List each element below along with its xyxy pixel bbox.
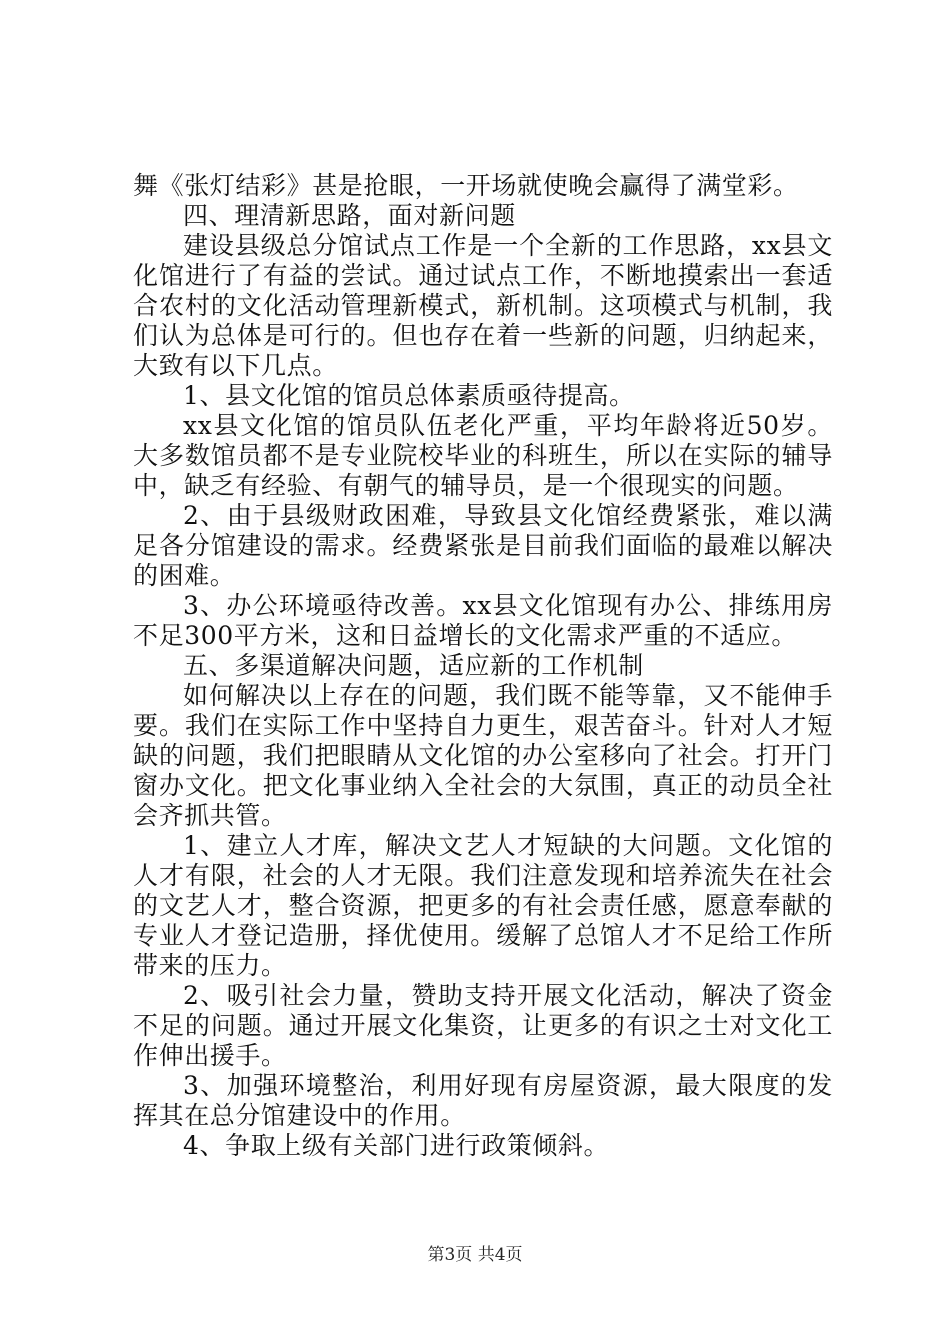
document-body <box>133 171 833 1161</box>
list-item: 4、争取上级有关部门进行政策倾斜。 <box>183 1131 610 1160</box>
paragraph: xx县文化馆的馆员队伍老化严重，平均年龄将近50岁。大多数馆员都不是专业院校毕业的科班生，所以在实际的辅导中，缺乏有经验、有朝气的辅导员，是一个很现实的问题。 <box>133 411 833 500</box>
list-item: 3、办公环境亟待改善。xx县文化馆现有办公、排练用房不足300平方米，这和日益增长的文化需求严重的不适应。 <box>133 591 833 650</box>
paragraph: 如何解决以上存在的问题，我们既不能等靠，又不能伸手要。我们在实际工作中坚持自力更生，艰苦奋斗。针对人才短缺的问题，我们把眼睛从文化馆的办公室移向了社会。打开门窗办文化。把文化事业纳入全社会的大氛围，真正的动员全社会齐抓共管。 <box>133 681 833 830</box>
page-number-footer: 第3页 共4页 <box>427 1245 523 1265</box>
list-item: 3、加强环境整治，利用好现有房屋资源，最大限度的发挥其在总分馆建设中的作用。 <box>133 1071 833 1130</box>
list-item: 2、由于县级财政困难，导致县文化馆经费紧张，难以满足各分馆建设的需求。经费紧张是目前我们面临的最难以解决的困难。 <box>133 501 833 590</box>
section-heading-four: 四、理清新思路，面对新问题 <box>183 201 516 230</box>
list-item: 1、建立人才库，解决文艺人才短缺的大问题。文化馆的人才有限，社会的人才无限。我们注意发现和培养流失在社会的文艺人才，整合资源，把更多的有社会责任感，愿意奉献的专业人才登记造册，择优使用。缓解了总馆人才不足给工作所带来的压力。 <box>133 831 833 980</box>
paragraph-continuation: 舞《张灯结彩》甚是抢眼，一开场就使晚会赢得了满堂彩。 <box>133 171 799 200</box>
section-heading-five: 五、多渠道解决问题，适应新的工作机制 <box>183 651 644 680</box>
paragraph: 建设县级总分馆试点工作是一个全新的工作思路，xx县文化馆进行了有益的尝试。通过试点工作，不断地摸索出一套适合农村的文化活动管理新模式，新机制。这项模式与机制，我们认为总体是可行的。但也存在着一些新的问题，归纳起来，大致有以下几点。 <box>133 231 833 380</box>
list-item: 2、吸引社会力量，赞助支持开展文化活动，解决了资金不足的问题。通过开展文化集资，让更多的有识之士对文化工作伸出援手。 <box>133 981 833 1070</box>
list-item: 1、县文化馆的馆员总体素质亟待提高。 <box>183 381 635 410</box>
